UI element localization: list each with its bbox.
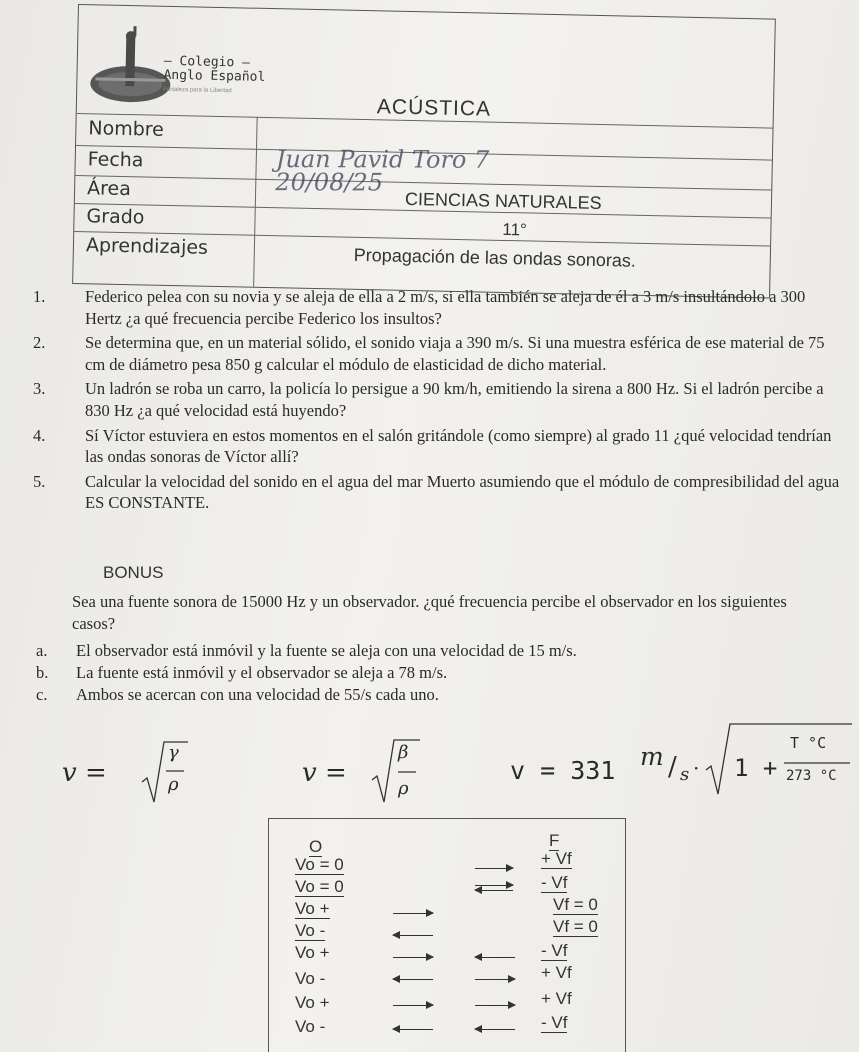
- label-aprendizajes: Aprendizajes: [85, 234, 209, 259]
- bonus-letter: b.: [36, 663, 49, 682]
- question-number: 5.: [33, 471, 46, 491]
- bonus-letter: c.: [36, 685, 48, 704]
- label-fecha: Fecha: [87, 148, 144, 172]
- bonus-heading: BONUS: [103, 563, 164, 582]
- arrow-right-icon: [393, 909, 433, 919]
- bonus-text: El observador está inmóvil y la fuente se aleja con una velocidad de 15 m/s.: [76, 641, 577, 660]
- arrow-right-icon: [393, 1001, 433, 1011]
- radical-sign: [370, 736, 422, 806]
- arrow-left-icon: [475, 886, 513, 896]
- bonus-intro: Sea una fuente sonora de 15000 Hz y un observador. ¿qué frecuencia percibe el observador en los siguientes casos?: [72, 592, 787, 633]
- source-row: Vf = 0: [553, 895, 598, 914]
- observer-row: Vo -: [295, 969, 326, 988]
- arrow-left-icon: [393, 931, 433, 941]
- question-number: 1.: [33, 287, 46, 306]
- observer-row: Vo = 0: [295, 855, 344, 874]
- formula-dot: ·: [693, 756, 700, 780]
- grado-value: 11°: [502, 219, 528, 240]
- page-title: ACÚSTICA: [376, 95, 492, 121]
- arrow-left-icon: [393, 1025, 433, 1035]
- formula-numerator: T °C: [790, 734, 827, 752]
- bonus-letter: a.: [36, 641, 48, 660]
- formula-denominator: 273 °C: [786, 768, 837, 784]
- question-number: 3.: [33, 379, 46, 399]
- arrow-right-icon: [475, 864, 513, 874]
- radical-sign: [140, 738, 190, 806]
- formula-numerator: β: [398, 742, 409, 763]
- question-item: [30, 332, 840, 375]
- label-nombre: Nombre: [88, 117, 165, 141]
- bonus-item: [36, 662, 836, 684]
- area-value: CIENCIAS NATURALES: [404, 188, 602, 214]
- label-grado: Grado: [86, 205, 145, 229]
- question-item: [30, 286, 840, 329]
- observer-row: Vo -: [295, 1017, 326, 1036]
- question-text: Sí Víctor estuviera en estos momentos en el salón gritándole (como siempre) al grado 11 ¿qué velocidad tendrían las ondas sonoras de Víctor allí?: [85, 425, 832, 467]
- arrow-right-icon: [393, 953, 433, 963]
- question-text: Calcular la velocidad del sonido en el agua del mar Muerto asumiendo que el módulo de compresibilidad del agua ES CONSTANTE.: [85, 471, 840, 513]
- question-number: 2.: [33, 333, 46, 353]
- formula-unit-s: s: [680, 764, 690, 785]
- arrow-left-icon: [475, 1025, 515, 1035]
- formula-denominator: ρ: [168, 774, 179, 795]
- questions-list: [30, 286, 840, 517]
- formula-numerator: γ: [168, 742, 179, 763]
- school-name: — Colegio — Anglo Español Fortaleza para la Libertad: [163, 53, 266, 95]
- source-row: - Vf: [541, 941, 568, 960]
- source-row: + Vf: [541, 989, 572, 1008]
- formula-lhs: v = 331: [510, 756, 616, 785]
- formula-lhs: v =: [62, 758, 107, 788]
- radical-sign: [704, 720, 854, 798]
- arrow-right-icon: [475, 975, 515, 985]
- source-row: Vf = 0: [553, 917, 598, 936]
- label-area: Área: [86, 177, 132, 201]
- table-column-divider: [253, 117, 258, 287]
- question-number: 4.: [33, 425, 46, 445]
- source-row: + Vf: [541, 849, 572, 868]
- observer-row: Vo +: [295, 993, 330, 1012]
- question-text: Se determina que, en un material sólido, el sonido viaja a 390 m/s. Si una muestra esférica de ese material de 75 cm de diámetro pesa 850 g calcular el módulo de elasticidad de dicho material.: [85, 333, 825, 374]
- formula-lhs: v =: [302, 758, 347, 788]
- table-divider: [75, 175, 771, 191]
- doppler-sign-table: [268, 818, 626, 1052]
- source-header: F: [549, 831, 560, 850]
- observer-row: Vo +: [295, 943, 330, 962]
- header-table: [72, 4, 776, 299]
- source-row: - Vf: [541, 1013, 568, 1032]
- bonus-text: Ambos se acercan con una velocidad de 55/s cada uno.: [76, 685, 439, 704]
- question-item: [30, 378, 840, 421]
- question-item: [30, 471, 840, 514]
- observer-row: Vo +: [295, 899, 330, 918]
- question-text: Un ladrón se roba un carro, la policía lo persigue a 90 km/h, emitiendo la sirena a 800 Hz. Si el ladrón percibe a 830 Hz ¿a qué velocidad está huyendo?: [85, 379, 824, 420]
- bonus-item: [36, 640, 836, 662]
- handwritten-date: 20/08/25: [275, 168, 384, 197]
- arrow-left-icon: [393, 975, 433, 985]
- question-text: Federico pelea con su novia y se aleja de ella a 2 m/s, si ella también se aleja de él a 3 m/s insultándolo a 300 Hertz ¿a qué frecuencia percibe Federico los insultos?: [85, 287, 806, 328]
- bonus-text: La fuente está inmóvil y el observador se aleja a 78 m/s.: [76, 663, 448, 682]
- question-item: [30, 425, 840, 468]
- observer-header: O: [309, 837, 323, 856]
- observer-row: Vo -: [295, 921, 326, 940]
- source-row: - Vf: [541, 873, 568, 892]
- observer-row: Vo = 0: [295, 877, 344, 896]
- arrow-right-icon: [475, 1001, 515, 1011]
- source-row: + Vf: [541, 963, 572, 982]
- handwritten-name: Juan Pavid Toro 7: [275, 145, 490, 174]
- arrow-left-icon: [475, 953, 515, 963]
- formula-one-plus: 1 +: [734, 754, 778, 782]
- formula-slash: /: [668, 752, 677, 782]
- bonus-item: [36, 684, 836, 706]
- formula-denominator: ρ: [398, 778, 409, 799]
- formula-unit-m: m: [640, 742, 664, 771]
- aprendizajes-value: Propagación de las ondas sonoras.: [353, 244, 637, 271]
- bonus-list: [36, 640, 836, 706]
